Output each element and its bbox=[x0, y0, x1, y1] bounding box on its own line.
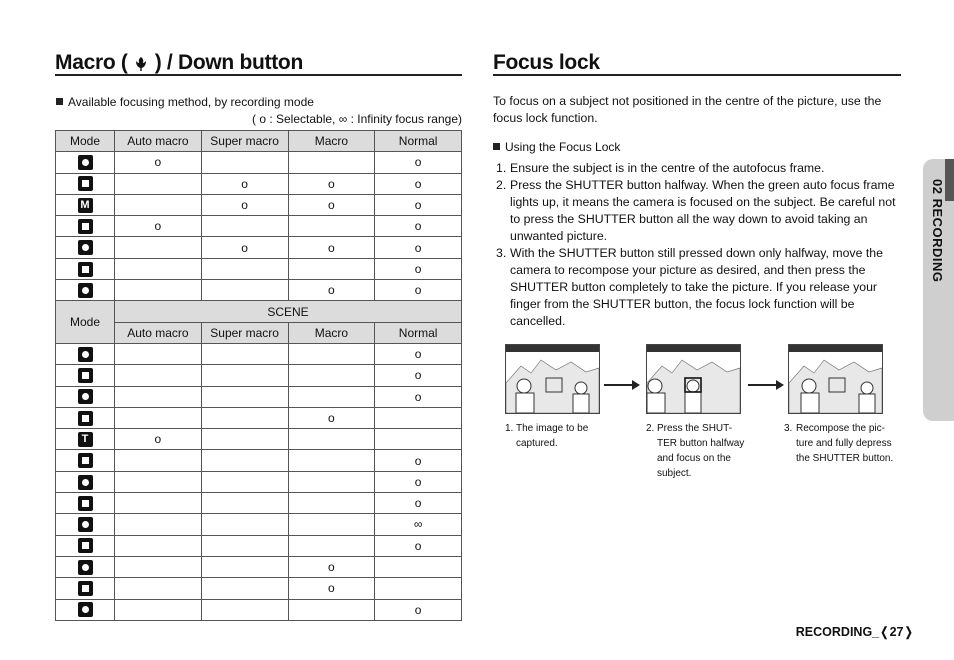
table-cell bbox=[201, 152, 288, 173]
table-cell bbox=[115, 280, 202, 301]
table-cell bbox=[288, 514, 375, 535]
macro-bullet-text: Available focusing method, by recording mode bbox=[68, 95, 314, 109]
step-3 bbox=[496, 245, 906, 330]
table-cell bbox=[115, 173, 202, 194]
macro-flower-icon bbox=[133, 53, 149, 69]
table-cell bbox=[201, 450, 288, 471]
caption-1 bbox=[505, 421, 605, 451]
table-cell bbox=[288, 535, 375, 556]
table-cell: o bbox=[115, 152, 202, 173]
mode-icon-cell bbox=[56, 194, 115, 215]
table-cell bbox=[115, 471, 202, 492]
table-row bbox=[56, 194, 462, 215]
table-row bbox=[56, 407, 462, 428]
table-cell bbox=[288, 365, 375, 386]
mode-icon-cell bbox=[56, 450, 115, 471]
photo-help-guide-icon bbox=[78, 240, 93, 255]
focus-lock-illustration-1 bbox=[505, 344, 600, 414]
scene-mode-header: Mode bbox=[56, 301, 115, 344]
backlight-icon bbox=[78, 496, 93, 511]
table-cell bbox=[288, 152, 375, 173]
arrow-2 bbox=[748, 384, 778, 386]
table-cell bbox=[201, 407, 288, 428]
table-cell: ∞ bbox=[375, 514, 462, 535]
chapter-side-tab bbox=[923, 159, 954, 421]
night-scene-icon bbox=[78, 347, 93, 362]
caption-3 bbox=[784, 421, 899, 466]
focus-lock-title-rule bbox=[493, 74, 901, 76]
caption-number: 1. bbox=[505, 423, 514, 434]
table-row bbox=[56, 365, 462, 386]
table-cell bbox=[201, 365, 288, 386]
focus-method-table bbox=[55, 130, 462, 621]
table-cell bbox=[375, 578, 462, 599]
table-cell bbox=[201, 429, 288, 450]
focus-lock-intro: To focus on a subject not positioned in the centre of the picture, use the focus lock function. bbox=[493, 94, 882, 125]
focus-lock-illustration-3 bbox=[788, 344, 883, 414]
table-cell: o bbox=[288, 237, 375, 258]
food-icon bbox=[78, 581, 93, 596]
table-cell bbox=[201, 258, 288, 279]
table-cell: o bbox=[375, 386, 462, 407]
table-cell bbox=[115, 407, 202, 428]
table-cell bbox=[201, 386, 288, 407]
step-text: With the SHUTTER button still pressed down only halfway, move the camera to recompose your picture as desired, and then press the SHUTTER button completely to take the picture. If you release your finger from the SHUTTER button, the focus lock function will be cancelled. bbox=[510, 246, 883, 328]
column-header: Mode bbox=[56, 131, 115, 152]
scene-header: SCENE bbox=[115, 301, 462, 322]
table-cell: o bbox=[375, 173, 462, 194]
step-1 bbox=[496, 160, 906, 177]
table-row bbox=[56, 493, 462, 514]
page-footer: RECORDING_❬27❭ bbox=[795, 625, 914, 639]
table-cell: o bbox=[375, 343, 462, 364]
table-header-row bbox=[56, 131, 462, 152]
table-cell bbox=[115, 535, 202, 556]
bullet-square-icon bbox=[493, 143, 500, 150]
caption-number: 2. bbox=[646, 423, 655, 434]
macro-title bbox=[55, 51, 303, 75]
table-cell bbox=[115, 599, 202, 620]
side-tab-label: 02 RECORDING bbox=[930, 179, 945, 283]
macro-legend: ( o : Selectable, ∞ : Infinity focus range) bbox=[252, 112, 462, 126]
table-row bbox=[56, 599, 462, 620]
table-cell: o bbox=[288, 280, 375, 301]
close-up-icon bbox=[78, 411, 93, 426]
mode-icon-cell bbox=[56, 280, 115, 301]
bullet-square-icon bbox=[56, 98, 63, 105]
table-cell bbox=[288, 450, 375, 471]
self-shot-icon bbox=[78, 560, 93, 575]
table-cell bbox=[288, 258, 375, 279]
table-cell: o bbox=[375, 237, 462, 258]
mode-icon-cell bbox=[56, 556, 115, 577]
table-row bbox=[56, 173, 462, 194]
table-cell: o bbox=[288, 407, 375, 428]
mode-icon-cell bbox=[56, 173, 115, 194]
table-row bbox=[56, 258, 462, 279]
focus-lock-illustration-2 bbox=[646, 344, 741, 414]
mode-icon-cell bbox=[56, 429, 115, 450]
table-row bbox=[56, 216, 462, 237]
table-cell: o bbox=[375, 152, 462, 173]
page-number: 27 bbox=[889, 625, 904, 639]
macro-title-rule bbox=[55, 74, 462, 76]
table-cell bbox=[201, 280, 288, 301]
movie-clip-icon bbox=[78, 283, 93, 298]
column-header: Auto macro bbox=[115, 131, 202, 152]
table-cell bbox=[201, 514, 288, 535]
table-cell: o bbox=[115, 429, 202, 450]
column-header: Normal bbox=[375, 322, 462, 343]
table-cell bbox=[201, 556, 288, 577]
arrow-1 bbox=[604, 384, 634, 386]
column-header: Macro bbox=[288, 322, 375, 343]
table-cell bbox=[115, 556, 202, 577]
mode-icon-cell bbox=[56, 471, 115, 492]
mode-icon-cell bbox=[56, 365, 115, 386]
table-cell bbox=[375, 407, 462, 428]
table-cell: o bbox=[375, 535, 462, 556]
mode-icon-cell bbox=[56, 258, 115, 279]
table-cell bbox=[115, 493, 202, 514]
footer-label: RECORDING_ bbox=[795, 625, 880, 639]
table-cell bbox=[288, 343, 375, 364]
mode-icon-cell bbox=[56, 514, 115, 535]
scene-subheader-row bbox=[56, 322, 462, 343]
table-cell: o bbox=[288, 578, 375, 599]
mode-icon-cell bbox=[56, 578, 115, 599]
beach-snow-icon bbox=[78, 538, 93, 553]
column-header: Super macro bbox=[201, 131, 288, 152]
column-header: Normal bbox=[375, 131, 462, 152]
table-cell bbox=[115, 386, 202, 407]
table-cell bbox=[115, 450, 202, 471]
mode-icon-cell bbox=[56, 535, 115, 556]
program-mode-icon bbox=[78, 176, 93, 191]
manual-mode-icon bbox=[78, 198, 93, 213]
table-row bbox=[56, 152, 462, 173]
table-cell: o bbox=[375, 216, 462, 237]
mode-icon-cell bbox=[56, 237, 115, 258]
table-row bbox=[56, 343, 462, 364]
focus-lock-steps bbox=[496, 160, 906, 330]
table-cell bbox=[115, 578, 202, 599]
table-cell: o bbox=[375, 194, 462, 215]
table-cell bbox=[115, 194, 202, 215]
table-cell: o bbox=[201, 237, 288, 258]
macro-bullet bbox=[56, 95, 314, 109]
auto-mode-icon bbox=[78, 155, 93, 170]
icon-glyph: T bbox=[81, 432, 89, 445]
fireworks-icon bbox=[78, 517, 93, 532]
table-row bbox=[56, 450, 462, 471]
step-2 bbox=[496, 177, 906, 245]
table-cell bbox=[288, 386, 375, 407]
table-cell: o bbox=[375, 599, 462, 620]
text-icon bbox=[78, 432, 93, 447]
table-cell bbox=[201, 535, 288, 556]
table-cell: o bbox=[288, 194, 375, 215]
table-row bbox=[56, 280, 462, 301]
cafe-icon bbox=[78, 602, 93, 617]
mode-icon-cell bbox=[56, 599, 115, 620]
dis-mode-icon bbox=[78, 219, 93, 234]
step-text: Press the SHUTTER button halfway. When the green auto focus frame lights up, it means the camera is focused on the subject. Be careful not to press the SHUTTER button all the way down to avoid taking an unwanted picture. bbox=[510, 178, 896, 243]
table-cell: o bbox=[375, 258, 462, 279]
table-cell bbox=[288, 471, 375, 492]
step-number: 3. bbox=[496, 246, 507, 260]
macro-title-start: Macro ( bbox=[55, 51, 128, 74]
table-row bbox=[56, 471, 462, 492]
table-cell: o bbox=[288, 173, 375, 194]
table-cell bbox=[201, 471, 288, 492]
column-header: Super macro bbox=[201, 322, 288, 343]
mode-icon-cell bbox=[56, 152, 115, 173]
table-cell bbox=[115, 365, 202, 386]
icon-glyph: M bbox=[80, 198, 90, 211]
focus-lock-title: Focus lock bbox=[493, 51, 600, 74]
table-cell bbox=[115, 258, 202, 279]
table-cell bbox=[201, 216, 288, 237]
table-cell: o bbox=[288, 556, 375, 577]
table-cell: o bbox=[201, 194, 288, 215]
table-row bbox=[56, 514, 462, 535]
arrow-1-head-icon bbox=[632, 380, 640, 390]
caption-number: 3. bbox=[784, 423, 793, 434]
table-cell bbox=[201, 493, 288, 514]
table-cell: o bbox=[375, 450, 462, 471]
table-cell bbox=[115, 514, 202, 535]
table-row bbox=[56, 578, 462, 599]
mode-icon-cell bbox=[56, 407, 115, 428]
landscape-icon bbox=[78, 389, 93, 404]
table-cell bbox=[115, 343, 202, 364]
table-row bbox=[56, 237, 462, 258]
mode-icon-cell bbox=[56, 386, 115, 407]
table-cell bbox=[115, 237, 202, 258]
mode-icon-cell bbox=[56, 343, 115, 364]
table-cell bbox=[288, 599, 375, 620]
table-cell bbox=[375, 556, 462, 577]
caption-text: Press the SHUT-TER button halfway and focus on the subject. bbox=[657, 423, 745, 479]
step-number: 2. bbox=[496, 178, 507, 192]
table-cell: o bbox=[115, 216, 202, 237]
caption-text: The image to be captured. bbox=[516, 423, 589, 449]
caption-text: Recompose the pic-ture and fully depress the SHUTTER button. bbox=[796, 423, 894, 464]
column-header: Auto macro bbox=[115, 322, 202, 343]
table-cell: o bbox=[375, 471, 462, 492]
mode-icon-cell bbox=[56, 216, 115, 237]
table-cell bbox=[201, 578, 288, 599]
side-tab-marker bbox=[945, 159, 954, 201]
table-cell bbox=[288, 429, 375, 450]
focus-lock-bullet bbox=[493, 140, 620, 154]
mode-icon-cell bbox=[56, 493, 115, 514]
table-row bbox=[56, 386, 462, 407]
column-header: Macro bbox=[288, 131, 375, 152]
sunset-icon bbox=[78, 453, 93, 468]
table-cell bbox=[375, 429, 462, 450]
step-text: Ensure the subject is in the centre of the autofocus frame. bbox=[510, 161, 825, 175]
step-number: 1. bbox=[496, 161, 507, 175]
table-cell: o bbox=[375, 280, 462, 301]
macro-title-end: ) / Down button bbox=[154, 51, 303, 74]
caption-2 bbox=[646, 421, 750, 481]
table-row bbox=[56, 535, 462, 556]
arrow-2-head-icon bbox=[776, 380, 784, 390]
table-row bbox=[56, 429, 462, 450]
dawn-icon bbox=[78, 475, 93, 490]
table-row bbox=[56, 556, 462, 577]
focus-lock-bullet-text: Using the Focus Lock bbox=[505, 140, 621, 154]
table-cell bbox=[201, 343, 288, 364]
table-cell: o bbox=[201, 173, 288, 194]
table-cell: o bbox=[375, 493, 462, 514]
table-cell bbox=[288, 493, 375, 514]
table-cell: o bbox=[375, 365, 462, 386]
scene-header-row bbox=[56, 301, 462, 322]
portrait-icon bbox=[78, 368, 93, 383]
table-cell bbox=[288, 216, 375, 237]
table-cell bbox=[201, 599, 288, 620]
beauty-shot-icon bbox=[78, 262, 93, 277]
